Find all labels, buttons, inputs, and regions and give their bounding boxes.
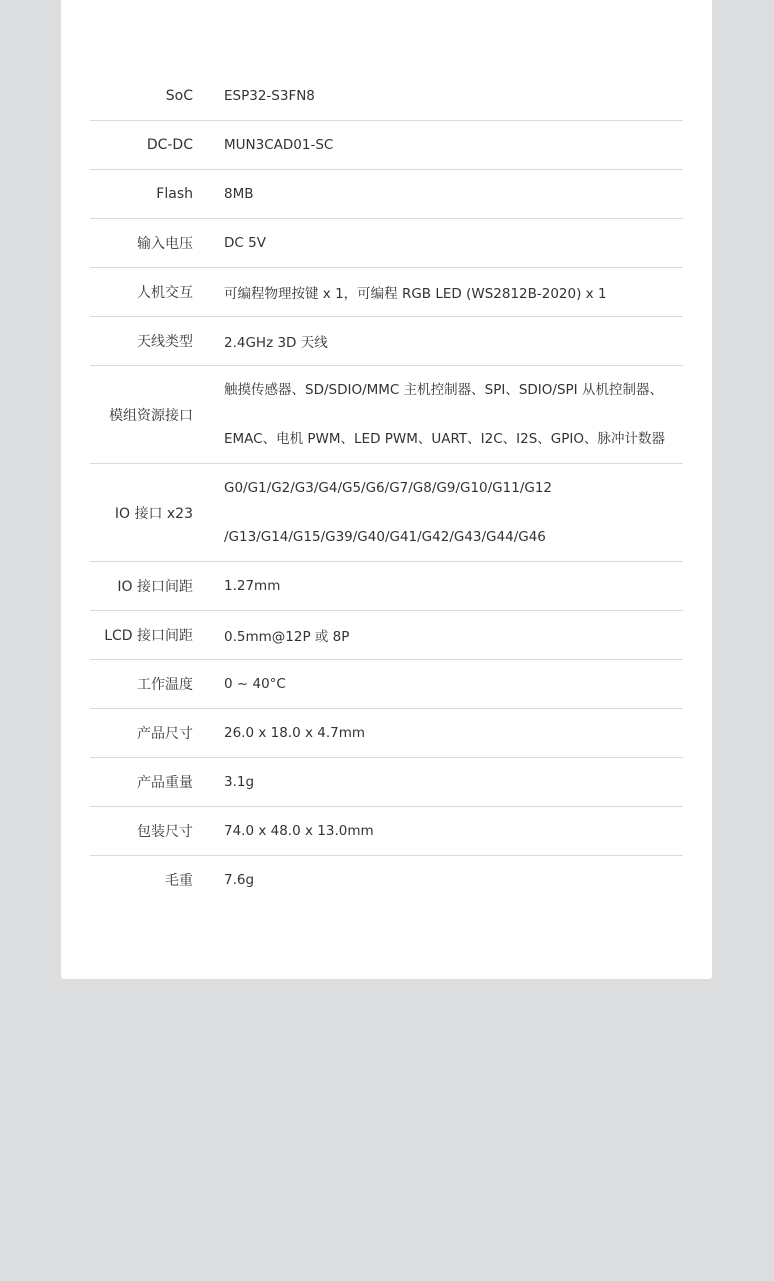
spec-row-product-weight <box>90 758 683 807</box>
spec-row-hmi <box>90 268 683 317</box>
spec-value: 3.1g <box>224 774 255 790</box>
spec-label: 产品重量 <box>137 775 193 791</box>
spec-label: 天线类型 <box>137 334 193 350</box>
spec-value: 74.0 x 48.0 x 13.0mm <box>224 823 374 839</box>
spec-value: 7.6g <box>224 872 255 888</box>
spec-value <box>224 464 683 561</box>
spec-value: 2.4GHz 3D 天线 <box>224 335 328 351</box>
spec-label: 人机交互 <box>137 285 193 301</box>
spec-value: 1.27mm <box>224 578 281 594</box>
spec-row-module-interfaces <box>90 366 683 464</box>
spec-value: 0 ~ 40°C <box>224 676 286 692</box>
spec-row-io-pitch <box>90 562 683 611</box>
spec-label: LCD 接口间距 <box>104 628 193 644</box>
spec-row-package-size <box>90 807 683 856</box>
spec-value: 0.5mm@12P 或 8P <box>224 629 350 645</box>
spec-label: 模组资源接口 <box>109 407 193 424</box>
spec-value: 可编程物理按键 x 1，可编程 RGB LED (WS2812B-2020) x 1 <box>224 286 607 302</box>
spec-value-line: G0/G1/G2/G3/G4/G5/G6/G7/G8/G9/G10/G11/G12 <box>224 479 553 496</box>
spec-label: 毛重 <box>165 873 193 889</box>
spec-row-lcd-pitch <box>90 611 683 660</box>
spec-row-dcdc <box>90 121 683 170</box>
spec-label: DC-DC <box>146 137 193 153</box>
spec-row-gross-weight <box>90 856 683 904</box>
spec-card <box>61 0 712 979</box>
spec-value: DC 5V <box>224 235 266 251</box>
spec-value-line: EMAC、电机 PWM、LED PWM、UART、I2C、I2S、GPIO、脉冲计数器 <box>224 430 666 447</box>
spec-row-io-pins <box>90 464 683 562</box>
spec-row-input-voltage <box>90 219 683 268</box>
spec-value: ESP32-S3FN8 <box>224 88 315 104</box>
spec-row-product-size <box>90 709 683 758</box>
spec-row-antenna <box>90 317 683 366</box>
spec-label: IO 接口间距 <box>117 579 193 595</box>
spec-label: SoC <box>165 88 193 104</box>
spec-label: 包装尺寸 <box>137 824 193 840</box>
spec-value: 26.0 x 18.0 x 4.7mm <box>224 725 366 741</box>
spec-label: 产品尺寸 <box>137 726 193 742</box>
spec-value: 8MB <box>224 186 254 202</box>
spec-row-soc <box>90 72 683 121</box>
spec-value-line: 触摸传感器、SD/SDIO/MMC 主机控制器、SPI、SDIO/SPI 从机控制器、 <box>224 381 663 398</box>
spec-row-operating-temp <box>90 660 683 709</box>
spec-label: IO 接口 x23 <box>114 505 193 522</box>
spec-label: 输入电压 <box>137 236 193 252</box>
spec-label: 工作温度 <box>137 677 193 693</box>
spec-row-flash <box>90 170 683 219</box>
spec-value <box>224 366 683 463</box>
spec-value: MUN3CAD01-SC <box>224 137 334 153</box>
spec-table <box>90 72 683 904</box>
spec-value-line: /G13/G14/G15/G39/G40/G41/G42/G43/G44/G46 <box>224 528 546 545</box>
spec-label: Flash <box>156 186 193 202</box>
